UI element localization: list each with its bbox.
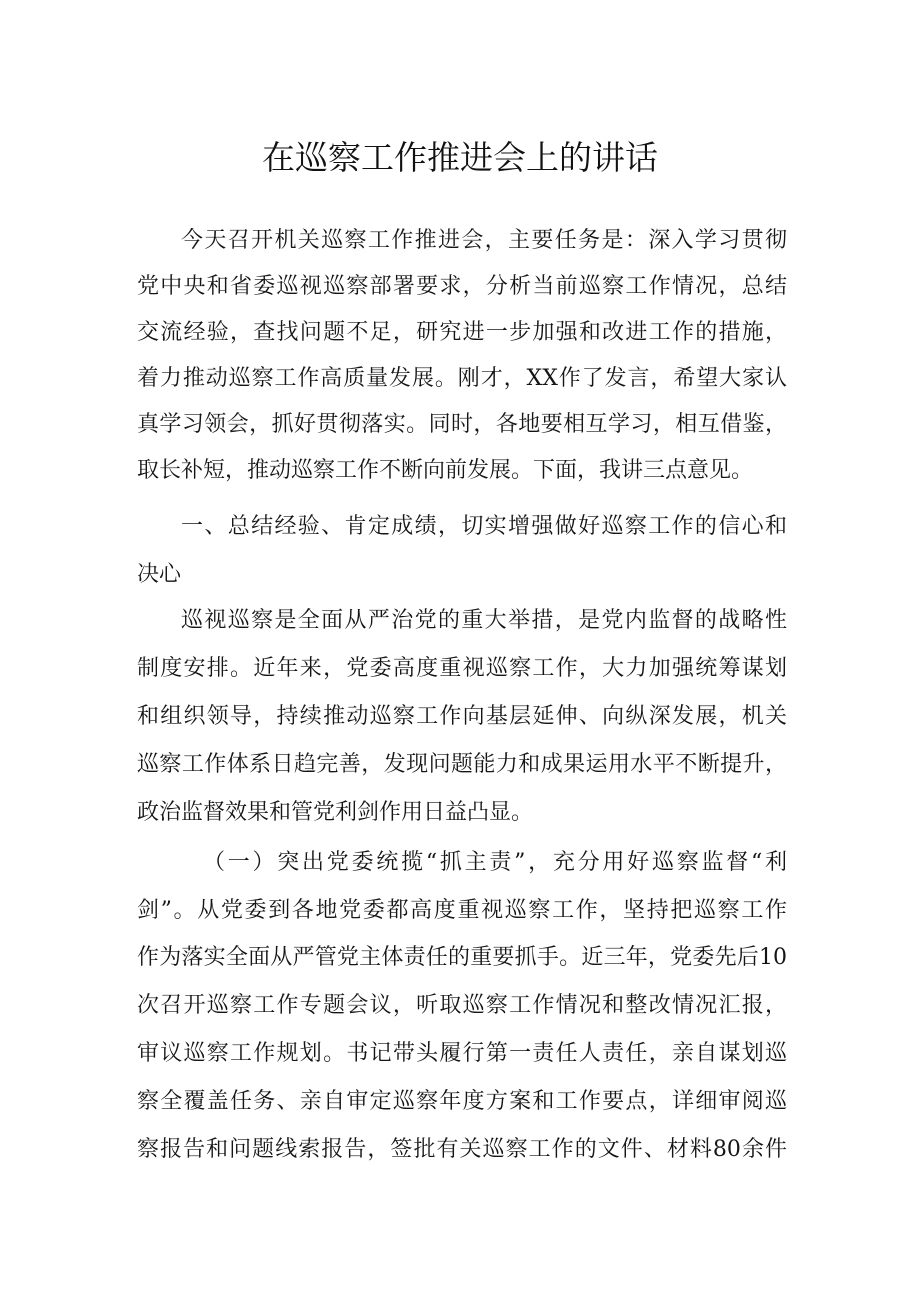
paragraph-line: 巡察工作体系日趋完善，发现问题能力和成果运用水平不断提升， xyxy=(137,752,787,777)
paragraph-line: 和组织领导，持续推动巡察工作向基层延伸、向纵深发展，机关 xyxy=(137,704,787,729)
paragraph-line: 着力推动巡察工作高质量发展。刚才，XX作了发言，希望大家认 xyxy=(137,366,787,391)
paragraph-line: 审议巡察工作规划。书记带头履行第一责任人责任，亲自谋划巡 xyxy=(137,1041,787,1066)
paragraph-line: 党中央和省委巡视巡察部署要求，分析当前巡察工作情况，总结 xyxy=(137,274,787,299)
paragraph-line: 作为落实全面从严管党主体责任的重要抓手。近三年，党委先后10 xyxy=(137,945,787,970)
paragraph-line: 交流经验，查找问题不足，研究进一步加强和改进工作的措施， xyxy=(137,320,787,345)
paragraph-line: 制度安排。近年来，党委高度重视巡察工作，大力加强统筹谋划 xyxy=(137,656,787,681)
paragraph-line: 次召开巡察工作专题会议，听取巡察工作情况和整改情况汇报， xyxy=(137,993,787,1018)
paragraph-line: 察报告和问题线索报告，签批有关巡察工作的文件、材料80余件 xyxy=(137,1137,787,1162)
subsection-heading-line: （一）突出党委统揽“抓主责”，充分用好巡察监督“利 xyxy=(203,850,787,875)
document-title: 在巡察工作推进会上的讲话 xyxy=(262,138,658,177)
paragraph-line: 巡视巡察是全面从严治党的重大举措，是党内监督的战略性 xyxy=(181,608,787,633)
paragraph-line: 剑”。从党委到各地党委都高度重视巡察工作，坚持把巡察工作 xyxy=(137,898,787,923)
paragraph-line: 取长补短，推动巡察工作不断向前发展。下面，我讲三点意见。 xyxy=(137,458,754,483)
paragraph-line: 真学习领会，抓好贯彻落实。同时，各地要相互学习，相互借鉴， xyxy=(137,412,787,437)
paragraph-line: 政治监督效果和管党利剑作用日益凸显。 xyxy=(137,800,534,825)
paragraph-line: 察全覆盖任务、亲自审定巡察年度方案和工作要点，详细审阅巡 xyxy=(137,1089,787,1114)
section-heading-line: 决心 xyxy=(137,562,182,587)
section-heading-line: 一、总结经验、肯定成绩，切实增强做好巡察工作的信心和 xyxy=(181,514,787,539)
paragraph-line: 今天召开机关巡察工作推进会，主要任务是：深入学习贯彻 xyxy=(181,228,787,253)
